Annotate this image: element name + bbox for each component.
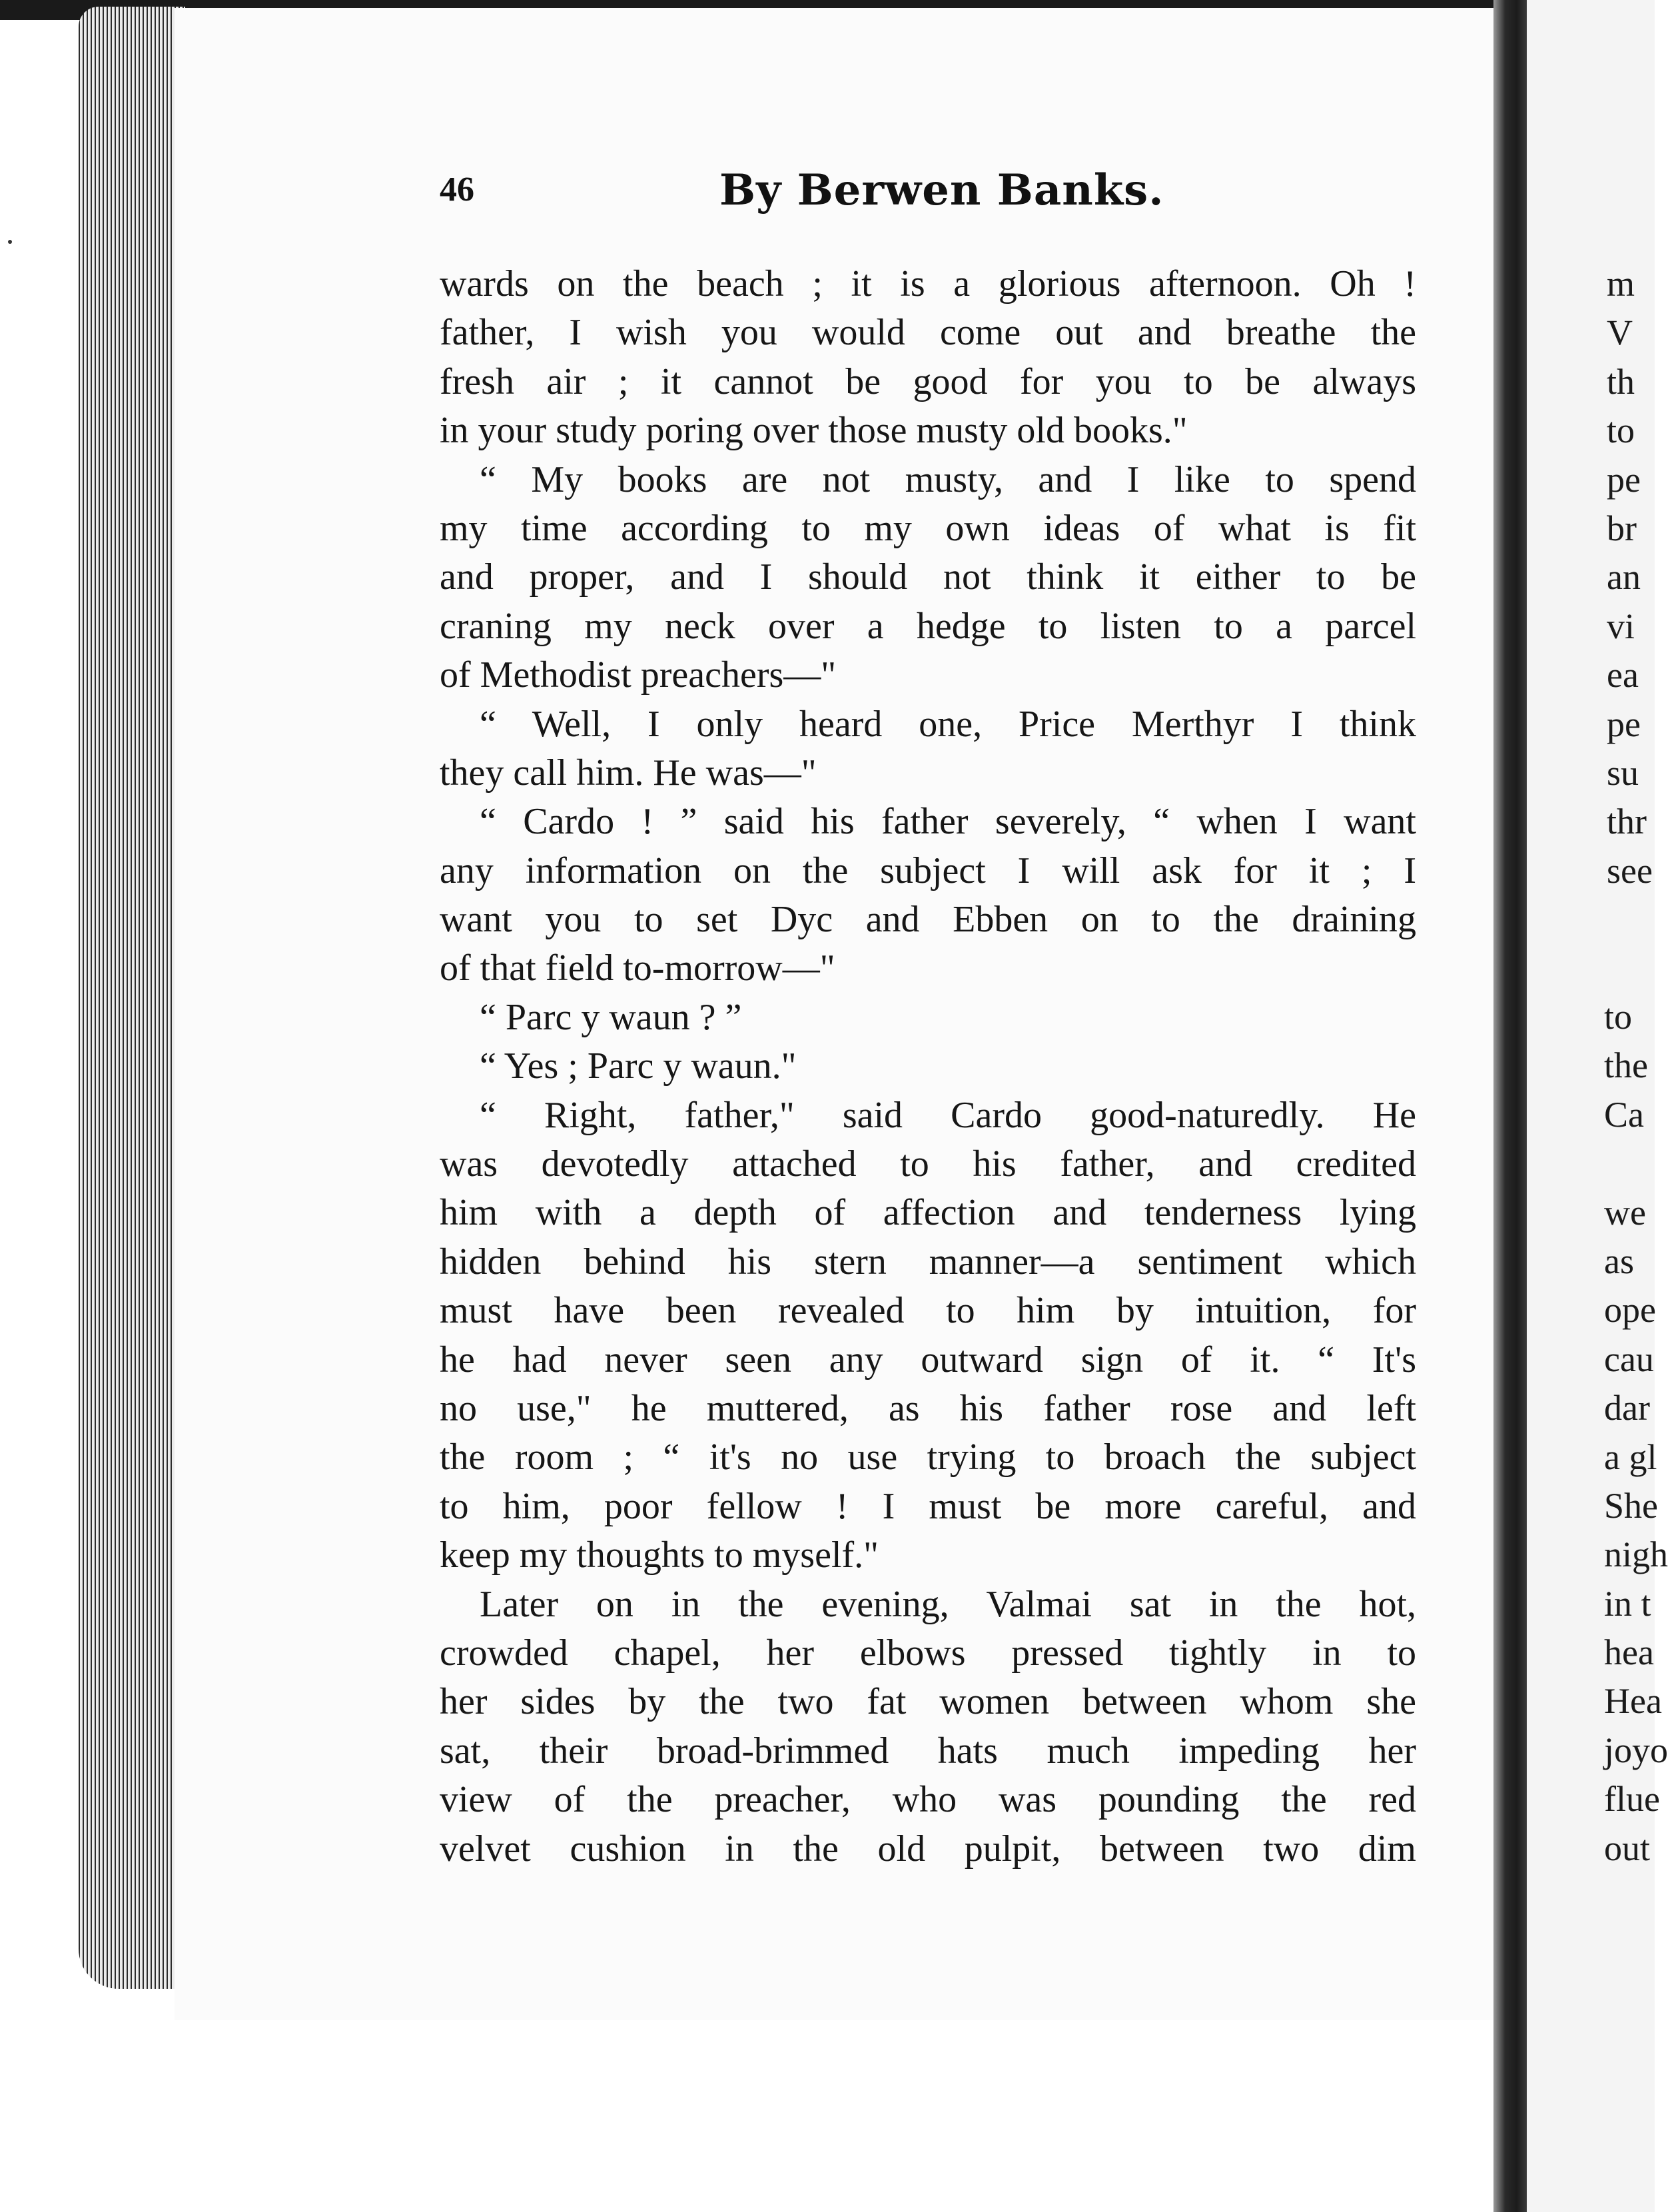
fragment-line: She (1604, 1485, 1658, 1526)
fragment-line: Hea (1604, 1681, 1662, 1722)
text-line: fresh air ; it cannot be good for you to be always (440, 360, 1416, 402)
text-line: of Methodist preachers—" (440, 654, 837, 696)
text-line: any information on the subject I will ask for it ; I (440, 849, 1416, 891)
text-line: keep my thoughts to myself." (440, 1534, 879, 1576)
right-page-fragments-top (1607, 260, 1655, 895)
fragment-line: br (1607, 508, 1637, 548)
fragment-line: ea (1607, 655, 1639, 696)
text-line: to him, poor fellow ! I must be more careful, and (440, 1485, 1416, 1527)
text-line: in your study poring over those musty old books." (440, 410, 1188, 452)
fragment-line: hea (1604, 1632, 1654, 1673)
text-line: my time according to my own ideas of what is fit (440, 507, 1416, 549)
fragment-line: in t (1604, 1583, 1651, 1624)
fragment-line: the (1604, 1045, 1648, 1086)
fragment-line: a gl (1604, 1436, 1657, 1477)
body-text (440, 260, 1416, 1874)
right-page-fragments-bottom (1604, 993, 1668, 1873)
book-gutter (1493, 0, 1527, 2212)
fragment-line: su (1607, 752, 1639, 793)
fragment-line: we (1604, 1192, 1646, 1233)
text-line: the room ; “ it's no use trying to broach the subject (440, 1436, 1416, 1478)
text-line: crowded chapel, her elbows pressed tightly in to (440, 1632, 1416, 1674)
fragment-line: pe (1607, 459, 1641, 500)
fragment-line: cau (1604, 1339, 1654, 1379)
scan-bottom-margin (79, 1989, 1493, 2212)
fragment-line: as (1604, 1241, 1634, 1281)
text-line: must have been revealed to him by intuition, for (440, 1290, 1416, 1332)
fragment-line: an (1607, 557, 1641, 598)
fragment-line: m (1607, 264, 1635, 304)
text-line: view of the preacher, who was pounding the red (440, 1779, 1416, 1821)
text-line: Later on in the evening, Valmai sat in the hot, (480, 1583, 1416, 1625)
fragment-line: thr (1607, 802, 1647, 842)
text-line: her sides by the two fat women between whom she (440, 1681, 1416, 1723)
fragment-line: pe (1607, 704, 1641, 744)
text-line: craning my neck over a hedge to listen to a parcel (440, 605, 1416, 647)
text-line: no use," he muttered, as his father rose and left (440, 1387, 1416, 1429)
running-head: By Berwen Banks. (719, 165, 1164, 215)
fragment-line (1604, 1139, 1652, 1188)
text-line: and proper, and I should not think it either to be (440, 556, 1416, 598)
text-line: he had never seen any outward sign of it. “ It's (440, 1339, 1416, 1381)
fragment-line: flue (1604, 1779, 1660, 1820)
text-line: “ Parc y waun ? ” (480, 996, 742, 1038)
text-line: they call him. He was—" (440, 752, 817, 794)
fragment-line: V (1607, 312, 1633, 353)
page-number: 46 (440, 171, 474, 209)
text-line: “ Well, I only heard one, Price Merthyr I think (480, 703, 1416, 745)
scan-speck (8, 240, 12, 244)
text-line: him with a depth of affection and tenderness lying (440, 1192, 1416, 1234)
fragment-line: Ca (1604, 1094, 1644, 1135)
fragment-line: see (1607, 850, 1653, 891)
text-line: “ Right, father," said Cardo good-naturedly. He (480, 1094, 1416, 1136)
book-page-edges (79, 7, 185, 1989)
fragment-line: vi (1607, 606, 1635, 646)
fragment-line: nigh (1604, 1534, 1668, 1575)
fragment-line: dar (1604, 1388, 1650, 1428)
fragment-line: joyo (1604, 1730, 1668, 1770)
text-line: “ My books are not musty, and I like to spend (480, 458, 1416, 500)
text-line: of that field to-morrow—" (440, 947, 835, 989)
text-line: wards on the beach ; it is a glorious afternoon. Oh ! (440, 263, 1416, 304)
fragment-line: to (1607, 410, 1635, 451)
fragment-line: th (1607, 361, 1635, 402)
text-line: was devotedly attached to his father, and credited (440, 1143, 1416, 1185)
text-line: want you to set Dyc and Ebben on to the draining (440, 899, 1416, 941)
fragment-line: out (1604, 1828, 1651, 1868)
fragment-line: ope (1604, 1290, 1656, 1331)
text-line: “ Yes ; Parc y waun." (480, 1045, 797, 1087)
text-line: sat, their broad-brimmed hats much impeding her (440, 1730, 1416, 1772)
fragment-line: to (1604, 997, 1633, 1037)
text-line: hidden behind his stern manner—a sentiment which (440, 1241, 1416, 1283)
text-line: velvet cushion in the old pulpit, between two dim (440, 1828, 1416, 1870)
text-line: “ Cardo ! ” said his father severely, “ when I want (480, 801, 1416, 843)
text-line: father, I wish you would come out and breathe the (440, 312, 1416, 354)
